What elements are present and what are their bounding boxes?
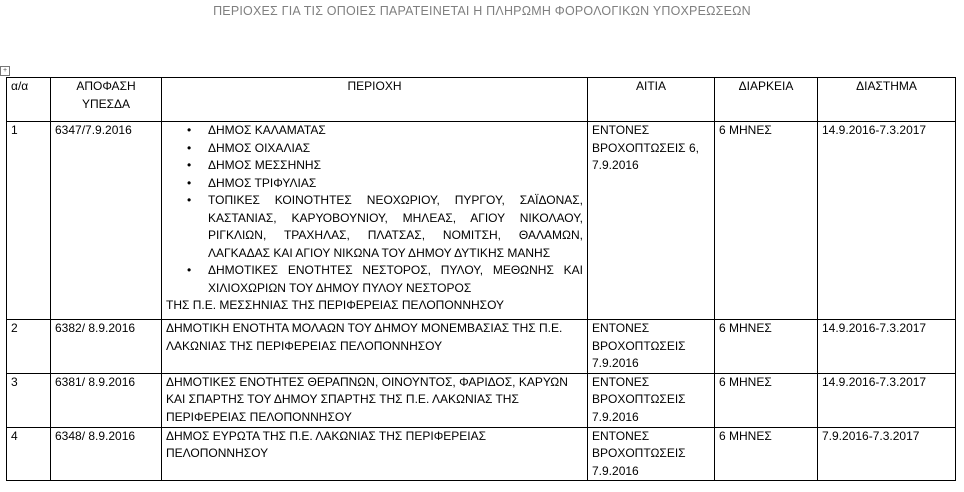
- duration-cell: 6 ΜΗΝΕΣ: [715, 122, 818, 320]
- period-cell: 14.9.2016-7.3.2017: [818, 320, 956, 374]
- decision-cell: 6348/ 8.9.2016: [51, 427, 162, 481]
- period-cell: 7.9.2016-7.3.2017: [818, 427, 956, 481]
- region-cell: [162, 122, 588, 320]
- table-row: [7, 373, 956, 427]
- cause-cell: ΕΝΤΟΝΕΣ ΒΡΟΧΟΠΤΩΣΕΙΣ 6, 7.9.2016: [588, 122, 715, 320]
- region-bullet-item: • ΔΗΜΟΣ ΚΑΛΑΜΑΤΑΣ: [208, 122, 583, 140]
- region-bullet-item: • ΔΗΜΟΤΙΚΕΣ ΕΝΟΤΗΤΕΣ ΝΕΣΤΟΡΟΣ, ΠΥΛΟΥ, ΜΕΘΩΝΗΣ ΚΑΙ ΧΙΛΙΟΧΩΡΙΩΝ ΤΟΥ ΔΗΜΟΥ ΠΥΛΟΥ ΝΕΣΤΟΡΟΣ: [208, 262, 583, 297]
- table-move-handle-icon[interactable]: +: [0, 66, 10, 76]
- regions-table: [6, 77, 956, 481]
- cause-cell: ΕΝΤΟΝΕΣ ΒΡΟΧΟΠΤΩΣΕΙΣ 7.9.2016: [588, 427, 715, 481]
- region-cell: ΔΗΜΟΣ ΕΥΡΩΤΑ ΤΗΣ Π.Ε. ΛΑΚΩΝΙΑΣ ΤΗΣ ΠΕΡΙΦΕΡΕΙΑΣ ΠΕΛΟΠΟΝΝΗΣΟΥ: [162, 427, 588, 481]
- period-cell: 14.9.2016-7.3.2017: [818, 122, 956, 320]
- duration-cell: 6 ΜΗΝΕΣ: [715, 320, 818, 374]
- table-row: [7, 320, 956, 374]
- row-number: 3: [7, 373, 51, 427]
- decision-cell: 6347/7.9.2016: [51, 122, 162, 320]
- decision-cell: 6381/ 8.9.2016: [51, 373, 162, 427]
- region-bullet-item: • ΔΗΜΟΣ ΟΙΧΑΛΙΑΣ: [208, 140, 583, 158]
- table-row: [7, 122, 956, 320]
- header-diarkeia: ΔΙΑΡΚΕΙΑ: [715, 78, 818, 122]
- duration-cell: 6 ΜΗΝΕΣ: [715, 427, 818, 481]
- cause-cell: ΕΝΤΟΝΕΣ ΒΡΟΧΟΠΤΩΣΕΙΣ 7.9.2016: [588, 373, 715, 427]
- header-aa: α/α: [7, 78, 51, 122]
- table-header-row: [7, 78, 956, 122]
- header-aitia: ΑΙΤΙΑ: [588, 78, 715, 122]
- region-bullet-list: [166, 122, 583, 297]
- cause-cell: ΕΝΤΟΝΕΣ ΒΡΟΧΟΠΤΩΣΕΙΣ 7.9.2016: [588, 320, 715, 374]
- row-number: 4: [7, 427, 51, 481]
- region-bullet-item: • ΤΟΠΙΚΕΣ ΚΟΙΝΟΤΗΤΕΣ ΝΕΟΧΩΡΙΟΥ, ΠΥΡΓΟΥ, ΣΑΪΔΟΝΑΣ, ΚΑΣΤΑΝΙΑΣ, ΚΑΡΥΟΒΟΥΝΙΟΥ, ΜΗΛΕΑΣ, ΑΓΙΟΥ ΝΙΚΟΛΑΟΥ, ΡΙΓΚΛΙΩΝ, ΤΡΑΧΗΛΑΣ, ΠΛΑΤΣΑΣ, ΝΟΜΙΤΣΗ, ΘΑΛΑΜΩΝ, ΛΑΓΚΑΔΑΣ ΚΑΙ ΑΓΙΟΥ ΝΙΚΩΝΑ ΤΟΥ ΔΗΜΟΥ ΔΥΤΙΚΗΣ ΜΑΝΗΣ: [208, 192, 583, 262]
- table-row: [7, 427, 956, 481]
- row-number: 1: [7, 122, 51, 320]
- decision-cell: 6382/ 8.9.2016: [51, 320, 162, 374]
- region-cell: ΔΗΜΟΤΙΚΗ ΕΝΟΤΗΤΑ ΜΟΛΑΩΝ ΤΟΥ ΔΗΜΟΥ ΜΟΝΕΜΒΑΣΙΑΣ ΤΗΣ Π.Ε. ΛΑΚΩΝΙΑΣ ΤΗΣ ΠΕΡΙΦΕΡΕΙΑΣ ΠΕΛΟΠΟΝΝΗΣΟΥ: [162, 320, 588, 374]
- region-bullet-item: • ΔΗΜΟΣ ΤΡΙΦΥΛΙΑΣ: [208, 175, 583, 193]
- document-title: ΠΕΡΙΟΧΕΣ ΓΙΑ ΤΙΣ ΟΠΟΙΕΣ ΠΑΡΑΤΕΙΝΕΤΑΙ Η ΠΛΗΡΩΜΗ ΦΟΡΟΛΟΓΙΚΩΝ ΥΠΟΧΡΕΩΣΕΩΝ: [213, 4, 751, 18]
- duration-cell: 6 ΜΗΝΕΣ: [715, 373, 818, 427]
- header-diastima: ΔΙΑΣΤΗΜΑ: [818, 78, 956, 122]
- region-tail-text: ΤΗΣ Π.Ε. ΜΕΣΣΗΝΙΑΣ ΤΗΣ ΠΕΡΙΦΕΡΕΙΑΣ ΠΕΛΟΠΟΝΝΗΣΟΥ: [166, 298, 505, 312]
- region-bullet-item: • ΔΗΜΟΣ ΜΕΣΣΗΝΗΣ: [208, 157, 583, 175]
- period-cell: 14.9.2016-7.3.2017: [818, 373, 956, 427]
- header-apofasi: ΑΠΟΦΑΣΗ ΥΠΕΣΔΑ: [51, 78, 162, 122]
- row-number: 2: [7, 320, 51, 374]
- header-perioxi: ΠΕΡΙΟΧΗ: [162, 78, 588, 122]
- region-cell: ΔΗΜΟΤΙΚΕΣ ΕΝΟΤΗΤΕΣ ΘΕΡΑΠΝΩΝ, ΟΙΝΟΥΝΤΟΣ, ΦΑΡΙΔΟΣ, ΚΑΡΥΩΝ ΚΑΙ ΣΠΑΡΤΗΣ ΤΟΥ ΔΗΜΟΥ ΣΠΑΡΤΗΣ ΤΗΣ Π.Ε. ΛΑΚΩΝΙΑΣ ΤΗΣ ΠΕΡΙΦΕΡΕΙΑΣ ΠΕΛΟΠΟΝΝΗΣΟΥ: [162, 373, 588, 427]
